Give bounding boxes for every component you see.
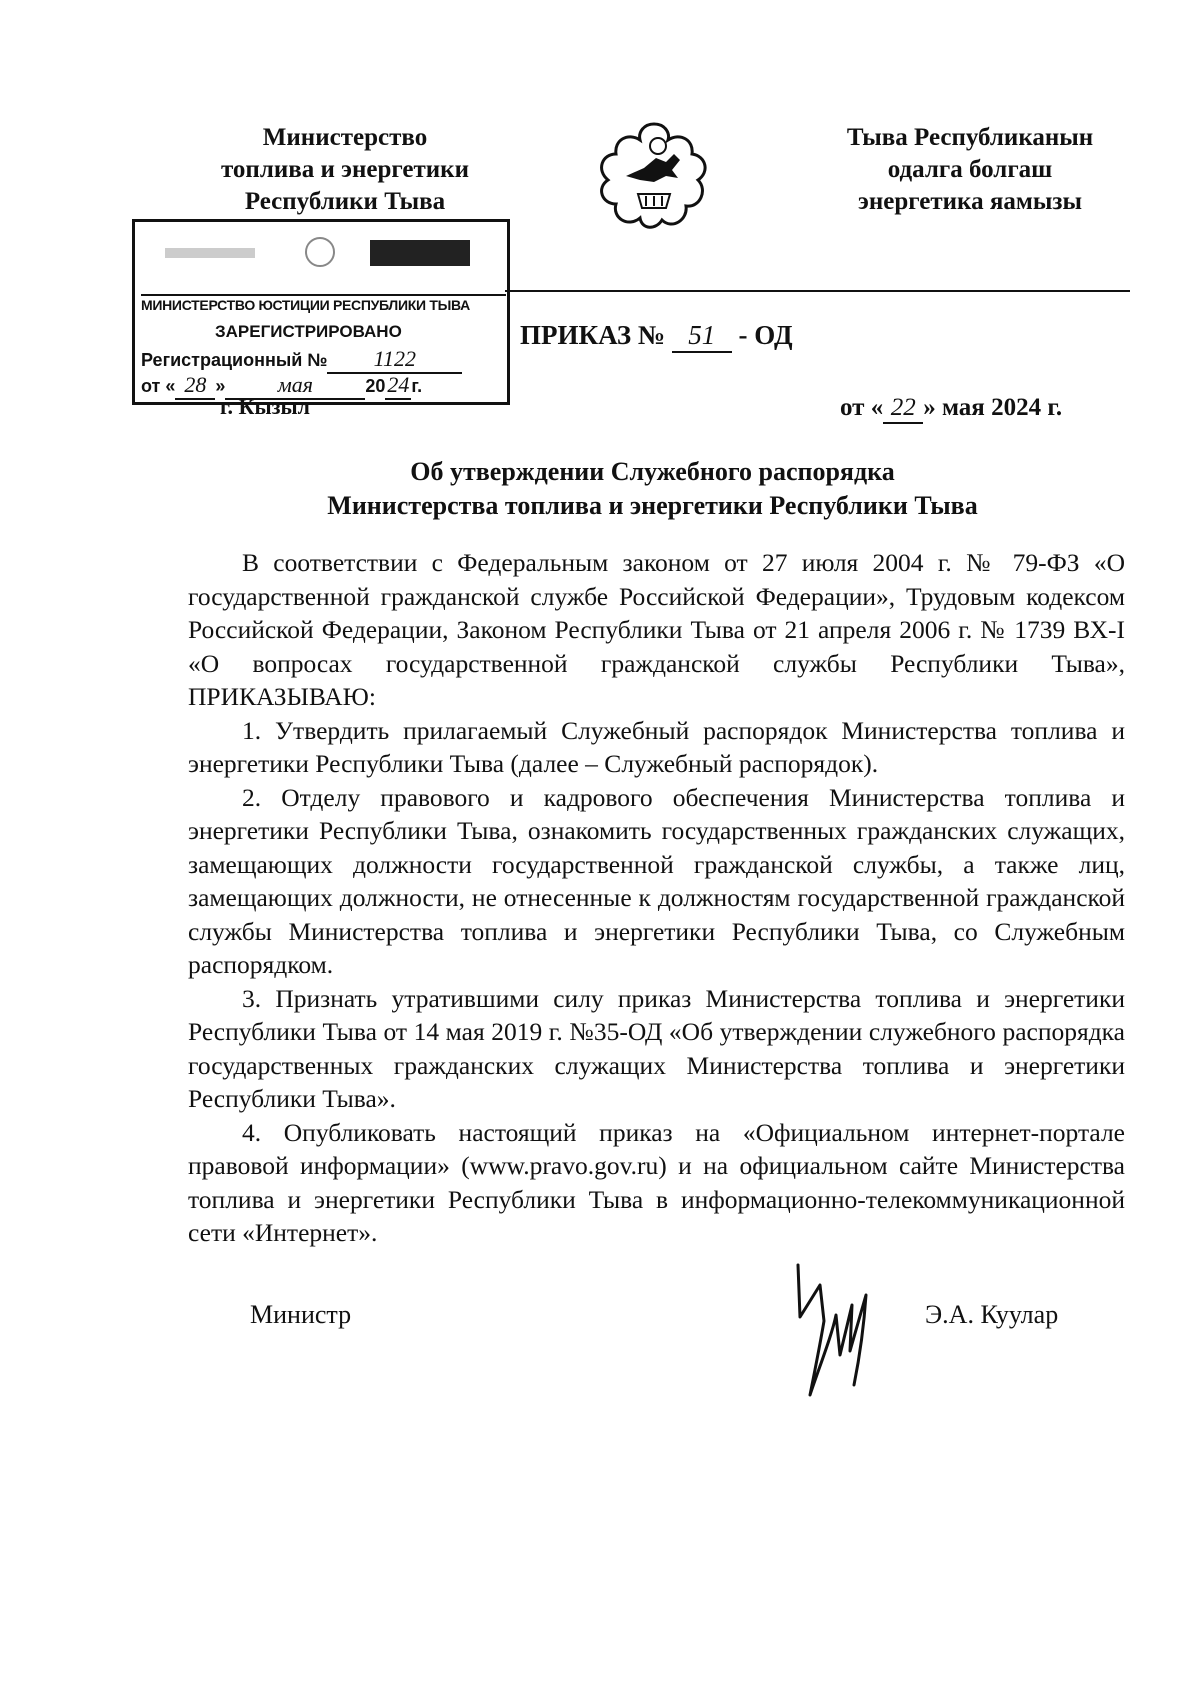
stamp-date-year-prefix: 20 bbox=[365, 376, 386, 396]
header-divider bbox=[505, 290, 1130, 292]
issuer-tuvan-line-2: одалга болгаш bbox=[887, 156, 1053, 183]
paragraph-item-1: 1. Утвердить прилагаемый Служебный распорядок Министерства топлива и энергетики Республики Тыва (далее – Служебный распорядок). bbox=[188, 715, 1125, 778]
signer-name: Э.А. Куулар bbox=[925, 1300, 1059, 1329]
issuer-name-russian bbox=[180, 122, 510, 218]
title-line-2: Министерства топлива и энергетики Республики Тыва bbox=[327, 491, 978, 520]
document-title bbox=[180, 455, 1125, 523]
tuva-emblem-icon bbox=[596, 118, 712, 238]
issuer-line-2: топлива и энергетики bbox=[220, 156, 469, 183]
paragraph-item-3: 3. Признать утратившими силу приказ Министерства топлива и энергетики Республики Тыва от 14 мая 2019 г. №35-ОД «Об утверждении служебного распорядка государственных гражданских служащих Министерства топлива и энергетики Республики Тыва». bbox=[188, 983, 1125, 1113]
registration-stamp bbox=[132, 219, 510, 405]
stamp-date-prefix: от « bbox=[141, 376, 176, 396]
stamp-date-end: г. bbox=[411, 376, 423, 396]
order-date bbox=[840, 394, 1062, 424]
signer-title: Министр bbox=[250, 1300, 352, 1329]
stamp-divider bbox=[141, 294, 506, 296]
order-suffix: - ОД bbox=[738, 320, 793, 350]
document-body bbox=[188, 546, 1125, 1250]
stamp-date-mid: » bbox=[215, 376, 226, 396]
order-date-suffix: » мая 2024 г. bbox=[923, 394, 1063, 421]
city: г. Кызыл bbox=[220, 394, 310, 419]
stamp-reg-number: 1122 bbox=[327, 346, 462, 374]
handwritten-signature bbox=[780, 1255, 890, 1405]
paragraph-preamble: В соответствии с Федеральным законом от 27 июля 2004 г. № 79-ФЗ «О государственной гражданской службе Российской Федерации», Трудовым кодексом Российской Федерации, Законом Республики Тыва от 21 апреля 2006 г. № 1739 ВХ-I «О вопросах государственной гражданской службы Республики Тыва», ПРИКАЗЫВАЮ: bbox=[188, 548, 1125, 711]
stamp-date-year: 24 bbox=[385, 372, 411, 400]
stamp-ministry-line: МИНИСТЕРСТВО ЮСТИЦИИ РЕСПУБЛИКИ ТЫВА bbox=[141, 297, 470, 313]
issuer-tuvan-line-3: энергетика яамызы bbox=[858, 188, 1082, 215]
stamp-registration-number bbox=[141, 346, 462, 374]
order-number bbox=[520, 320, 793, 353]
order-prefix: ПРИКАЗ № bbox=[520, 320, 666, 350]
stamp-date-month: мая bbox=[225, 372, 365, 400]
issuer-name-tuvan bbox=[820, 122, 1120, 218]
order-date-prefix: от « bbox=[840, 394, 884, 421]
issuer-line-3: Республики Тыва bbox=[244, 188, 446, 215]
issuer-line-1: Министерство bbox=[262, 124, 428, 151]
paragraph-item-4: 4. Опубликовать настоящий приказ на «Официальном интернет-портале правовой информации» (www.pravo.gov.ru) и на официальном сайте Министерства топлива и энергетики Республики Тыва в информационно-телекоммуникационной сети «Интернет». bbox=[188, 1117, 1125, 1247]
issuer-tuvan-line-1: Тыва Республиканын bbox=[846, 124, 1094, 151]
title-line-1: Об утверждении Служебного распорядка bbox=[410, 457, 895, 486]
order-date-day: 22 bbox=[883, 394, 923, 424]
paragraph-item-2: 2. Отделу правового и кадрового обеспечения Министерства топлива и энергетики Республики Тыва, ознакомить государственных гражданских служащих, замещающих должности государственной гражданской службы, а также лиц, замещающих должности, не отнесенные к должностям государственной гражданской службы Министерства топлива и энергетики Республики Тыва, со Служебным распорядком. bbox=[188, 782, 1125, 979]
order-number-value: 51 bbox=[672, 320, 732, 353]
stamp-date-day: 28 bbox=[175, 372, 215, 400]
stamp-reg-label: Регистрационный № bbox=[141, 350, 328, 370]
stamp-registered-label: ЗАРЕГИСТРИРОВАНО bbox=[215, 322, 402, 341]
stamp-seal-blur bbox=[155, 236, 485, 270]
